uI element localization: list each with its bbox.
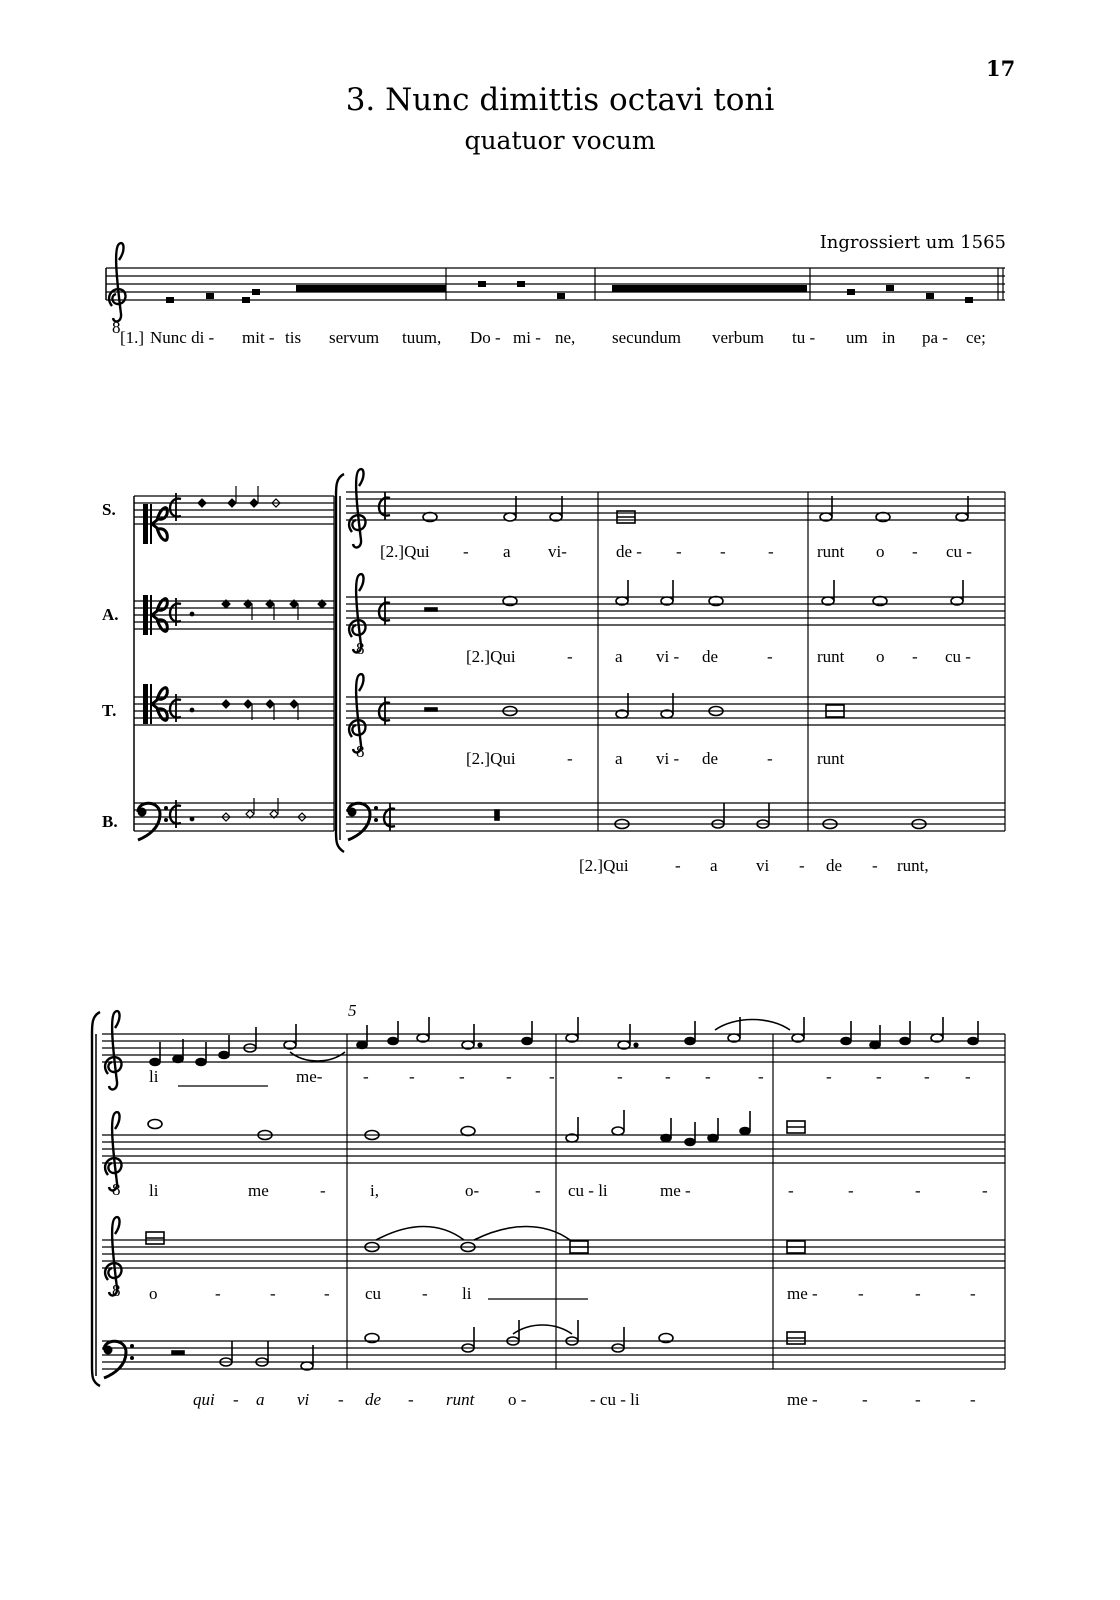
lyric: - — [848, 1181, 854, 1200]
lyric: - — [409, 1067, 415, 1086]
svg-text:8: 8 — [112, 1281, 121, 1300]
lyric: cu - — [946, 542, 972, 561]
lyric: runt — [446, 1390, 475, 1409]
lyric: runt, — [897, 856, 929, 875]
bass-clef-icon — [104, 1341, 135, 1378]
intonation-staff — [106, 243, 1005, 347]
lyric: o — [876, 647, 885, 666]
svg-text:8: 8 — [112, 1180, 121, 1199]
incipit-notes — [190, 486, 326, 821]
lyric: - — [320, 1181, 326, 1200]
treble-clef-icon — [349, 469, 365, 547]
lyric: me - — [787, 1284, 818, 1303]
lyric: - — [567, 749, 573, 768]
treble-clef-icon — [105, 1112, 121, 1190]
lyric: i, — [370, 1181, 379, 1200]
lyric: runt — [817, 749, 845, 768]
lyric: - — [912, 647, 918, 666]
voice-label-bass: B. — [102, 812, 118, 831]
lyric: vi — [756, 856, 770, 875]
lyric: - — [506, 1067, 512, 1086]
lyric: - — [567, 647, 573, 666]
lyric: de — [365, 1390, 382, 1409]
lyric: li — [149, 1067, 159, 1086]
lyric: [2.]Qui — [466, 749, 516, 768]
lyric: - — [924, 1067, 930, 1086]
lyric: [2.]Qui — [579, 856, 629, 875]
lyric: - — [768, 542, 774, 561]
lyric: - — [965, 1067, 971, 1086]
incipit-staves — [134, 496, 334, 831]
lyric: - — [826, 1067, 832, 1086]
lyric: [2.]Qui — [466, 647, 516, 666]
lyric: pa - — [922, 328, 948, 347]
svg-text:8: 8 — [356, 742, 365, 761]
lyric: - — [758, 1067, 764, 1086]
lyric: vi - — [656, 749, 680, 768]
piece-title: 3. Nunc dimittis octavi toni — [345, 82, 775, 118]
lyric: in — [882, 328, 896, 347]
lyric: vi - — [656, 647, 680, 666]
lyric: - — [459, 1067, 465, 1086]
lyric: - — [422, 1284, 428, 1303]
lyric: o - — [508, 1390, 527, 1409]
lyric: a — [256, 1390, 265, 1409]
lyric: [2.]Qui — [380, 542, 430, 561]
lyric: a — [615, 647, 623, 666]
lyric: - — [788, 1181, 794, 1200]
lyric: - — [799, 856, 805, 875]
lyric: - — [872, 856, 878, 875]
lyric: - — [915, 1390, 921, 1409]
lyric: runt — [817, 542, 845, 561]
lyric: mi - — [513, 328, 541, 347]
lyric: - — [982, 1181, 988, 1200]
lyric: me — [248, 1181, 269, 1200]
lyric: - — [767, 749, 773, 768]
lyric: - — [215, 1284, 221, 1303]
lyric: - — [535, 1181, 541, 1200]
voice-label-alto: A. — [102, 605, 119, 624]
lyric: - cu - li — [590, 1390, 640, 1409]
lyric: de — [702, 749, 719, 768]
lyric: - — [915, 1181, 921, 1200]
lyric: de - — [616, 542, 642, 561]
lyric: de — [702, 647, 719, 666]
lyric: o — [149, 1284, 158, 1303]
bass-clef-icon — [348, 803, 379, 840]
lyric: li — [462, 1284, 472, 1303]
lyric: - — [876, 1067, 882, 1086]
lyric: servum — [329, 328, 380, 347]
lyric: mit - — [242, 328, 275, 347]
intonation-verse: [1.] — [120, 328, 145, 347]
lyric: a — [503, 542, 511, 561]
treble-clef-icon — [109, 243, 125, 321]
source-attribution: Ingrossiert um 1565 — [819, 232, 1006, 253]
lyric: - — [915, 1284, 921, 1303]
piece-subtitle: quatuor vocum — [464, 126, 656, 155]
lyric: - — [233, 1390, 239, 1409]
lyric: - — [324, 1284, 330, 1303]
lyric: a — [615, 749, 623, 768]
lyric: ne, — [555, 328, 576, 347]
lyric: a — [710, 856, 718, 875]
lyric: secundum — [612, 328, 681, 347]
lyric: - — [720, 542, 726, 561]
treble-clef-icon — [349, 674, 365, 752]
lyric: - — [675, 856, 681, 875]
svg-text:8: 8 — [112, 318, 121, 337]
lyric: li — [149, 1181, 159, 1200]
lyric: - — [463, 542, 469, 561]
lyric: me - — [787, 1390, 818, 1409]
lyric: - — [363, 1067, 369, 1086]
lyric: tis — [285, 328, 302, 347]
lyric: vi — [297, 1390, 310, 1409]
lyric: - — [767, 647, 773, 666]
lyric: cu — [365, 1284, 382, 1303]
lyric: - — [617, 1067, 623, 1086]
lyric: - — [912, 542, 918, 561]
lyric: cu - li — [568, 1181, 608, 1200]
lyric: Do - — [470, 328, 501, 347]
lyric: o — [876, 542, 885, 561]
lyric: - — [338, 1390, 344, 1409]
lyric: - — [970, 1284, 976, 1303]
lyric: - — [676, 542, 682, 561]
lyric: verbum — [712, 328, 764, 347]
measure-number: 5 — [348, 1001, 357, 1020]
lyric: - — [862, 1390, 868, 1409]
intonation-lyrics — [120, 328, 986, 347]
lyric: cu - — [945, 647, 971, 666]
voice-label-soprano: S. — [102, 500, 116, 519]
lyric: de — [826, 856, 843, 875]
bass-clef-icon — [138, 803, 169, 840]
lyric: tu - — [792, 328, 816, 347]
lyric: - — [270, 1284, 276, 1303]
lyric: - — [705, 1067, 711, 1086]
lyric: vi- — [548, 542, 567, 561]
lyric: tuum, — [402, 328, 442, 347]
lyric: - — [665, 1067, 671, 1086]
lyric: me- — [296, 1067, 323, 1086]
lyric: qui — [193, 1390, 215, 1409]
lyric: Nunc di - — [150, 328, 215, 347]
lyric: ce; — [966, 328, 986, 347]
lyric: - — [858, 1284, 864, 1303]
voice-label-tenor: T. — [102, 701, 117, 720]
system1-lyrics — [380, 542, 972, 875]
lyric: runt — [817, 647, 845, 666]
system-1 — [102, 469, 1005, 875]
lyric: um — [846, 328, 868, 347]
system-2 — [92, 1001, 1005, 1409]
svg-text:8: 8 — [356, 639, 365, 658]
lyric: - — [970, 1390, 976, 1409]
lyric: me - — [660, 1181, 691, 1200]
lyric: - — [408, 1390, 414, 1409]
treble-clef-icon — [105, 1011, 121, 1089]
lyric: - — [549, 1067, 555, 1086]
lyric: o- — [465, 1181, 480, 1200]
page-number: 17 — [986, 56, 1016, 81]
